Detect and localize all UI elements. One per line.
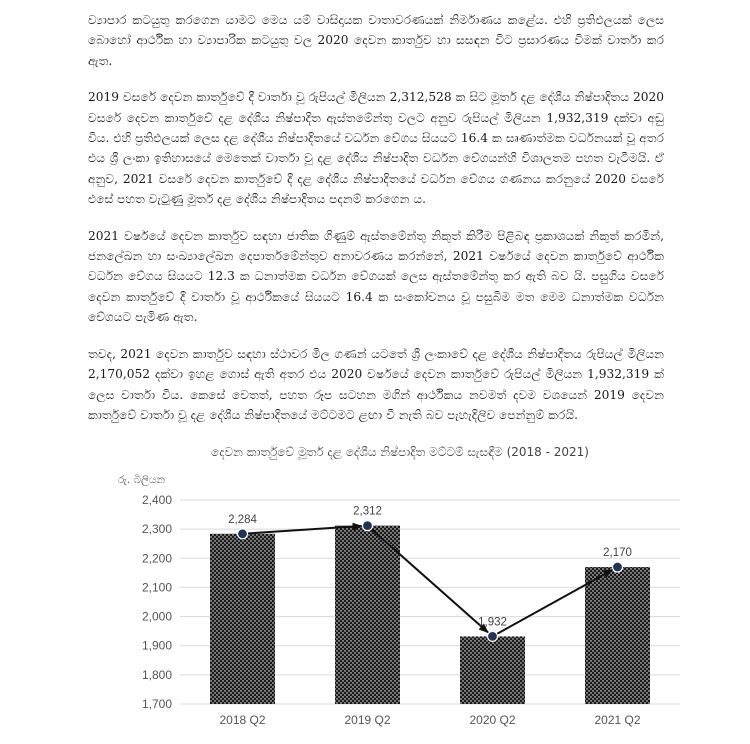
bars bbox=[210, 526, 650, 704]
data-labels bbox=[228, 506, 632, 629]
x-tick-label-2021-q2: 2021 Q2 bbox=[594, 713, 641, 727]
x-tick-label-2020-q2: 2020 Q2 bbox=[469, 713, 516, 727]
trend-marker-3 bbox=[488, 631, 498, 641]
bar-2018-q2 bbox=[210, 534, 275, 704]
paragraph-3: 2021 වර්ෂයේ දෙවන කාර්තුව සඳහා ජාතික ගිණුම් ඇස්තමේන්තු නිකුත් කිරීම පිළිබඳ ප්‍රකාශයක් නිකුත් කරමින්, ජනලේඛන හා සංඛ්‍යාලේඛන දෙපාර්තමේන්තුව අනාවරණය කරන්නේ, 2021 වර්ෂයේ දෙවන කාර්තුවේ ආර්ථික වර්ධන වේගය සියයට 12.3 ක ධනාත්මක වර්ධන වේගයක් ලෙස ඇස්තමේන්තු කර ඇති බව යි. පසුගිය වසරේ දෙවන කාර්තුවේ දී වාර්තා වූ ආර්ථිකයේ සියයට 16.4 ක සංකෝචනය වූ පසුබිම මත මෙම ධනාත්මක වර්ධන වේගයට පැමිණ ඇත. bbox=[88, 228, 664, 325]
y-axis-unit-label: රු. බිලියන bbox=[118, 474, 166, 486]
bar-2020-q2 bbox=[460, 636, 525, 704]
y-tick-label-1800: 1,800 bbox=[141, 667, 172, 682]
trend-line bbox=[238, 521, 623, 642]
data-label-4: 2,170 bbox=[603, 547, 632, 560]
chart-title: දෙවන කාර්තුවේ මූර්ත දළ දේශීය නිෂ්පාදිත මට්ටම් සැසඳීම (2018 - 2021) bbox=[211, 445, 589, 459]
data-label-3: 1,932 bbox=[478, 616, 507, 629]
gdp-chart bbox=[100, 438, 690, 738]
trend-marker-1 bbox=[238, 529, 248, 539]
x-tick-label-2019-q2: 2019 Q2 bbox=[344, 713, 391, 727]
y-tick-label-2400: 2,400 bbox=[141, 493, 172, 507]
y-tick-label-2300: 2,300 bbox=[141, 522, 172, 537]
gdp-chart-svg bbox=[100, 438, 690, 738]
y-tick-label-1900: 1,900 bbox=[141, 638, 172, 653]
paragraph-2: 2019 වසරේ දෙවන කාර්තුවේ දී වාර්තා වූ රුපියල් මිලියන 2,312,528 ක සිට මූර්ත දළ දේශීය නිෂ්පාදිතය 2020 වසරේ දෙවන කාර්තුවේ දළ දේශීය නිෂ්පාදිත ඇස්තමේන්තු වලට අනුව රුපියල් මිලියන 1,932,319 දක්වා අඩු විය. එහි ප්‍රතිඵලයක් ලෙස දළ දේශීය නිෂ්පාදිතයේ වර්ධන වේගය සියයට 16.4 ක සෘණාත්මක වර්ධනයක් වූ අතර එය ශ්‍රී ලංකා ඉතිහාසයේ මෙතෙක් වාර්තා වූ දළ දේශීය නිෂ්පාදිත වර්ධන වේගයන්හි විශාලතම පහත වැටීමයි. ඒ අනුව, 2021 වසරේ දෙවන කාර්තුවේ දී දළ දේශීය නිෂ්පාදිතයේ වර්ධන වේගය ගණනය කරනුයේ 2020 වසරේ එසේ පහත වැටුණු මූර්ත දළ දේශීය නිෂ්පාදිතය පදනම් කරගෙන ය. bbox=[88, 90, 664, 207]
paragraph-4: තවද, 2021 දෙවන කාර්තුව සඳහා ස්ථාවර මිල ගණන් යටතේ ශ්‍රී ලංකාවේ දළ දේශීය නිෂ්පාදිතය රුපියල් මිලියන 2,170,052 දක්වා ඉහළ ගොස් ඇති අතර එය 2020 වර්ෂයේ දෙවන කාර්තුවේ රුපියල් මිලියන 1,932,319 ක් ලෙස වාර්තා විය. කෙසේ වෙතත්, පහත රූප සටහන මගින් ආර්ථිකය නවමත් දවම වශයෙන් 2019 දෙවන කාර්තුවේ වාර්තා වූ දළ දේශීය නිෂ්පාදිතයේ මට්ටමට ළඟා වී නැති බව පැහැදිලිව පෙන්නුම් කරයි. bbox=[88, 346, 664, 422]
y-tick-label-2000: 2,000 bbox=[141, 609, 172, 624]
x-axis-ticks bbox=[219, 713, 640, 727]
y-tick-label-2100: 2,100 bbox=[141, 580, 172, 595]
bar-2021-q2 bbox=[585, 567, 650, 704]
trend-marker-2 bbox=[363, 521, 373, 531]
bar-2019-q2 bbox=[335, 526, 400, 704]
document-body bbox=[88, 10, 664, 441]
y-tick-label-1700: 1,700 bbox=[141, 697, 172, 711]
x-tick-label-2018-q2: 2018 Q2 bbox=[219, 713, 266, 727]
y-tick-label-2200: 2,200 bbox=[141, 551, 172, 566]
trend-marker-4 bbox=[613, 562, 623, 572]
paragraph-1: ව්‍යාපාර කටයුතු කරගෙන යාමට මෙය යම් වාසිදායක වාතාවරණයක් නිර්මාණය කළේය. එහි ප්‍රතිඵලයක් ලෙස බොහෝ ආර්ථික හා ව්‍යාපාරික කටයුතු වල 2020 දෙවන කාර්තුව හා සසඳන විට ප්‍රසාරණය විමක් වාර්තා කර ඇත. bbox=[88, 13, 664, 68]
data-label-1: 2,284 bbox=[228, 513, 257, 526]
data-label-2: 2,312 bbox=[353, 505, 382, 518]
y-axis-ticks bbox=[142, 493, 172, 711]
